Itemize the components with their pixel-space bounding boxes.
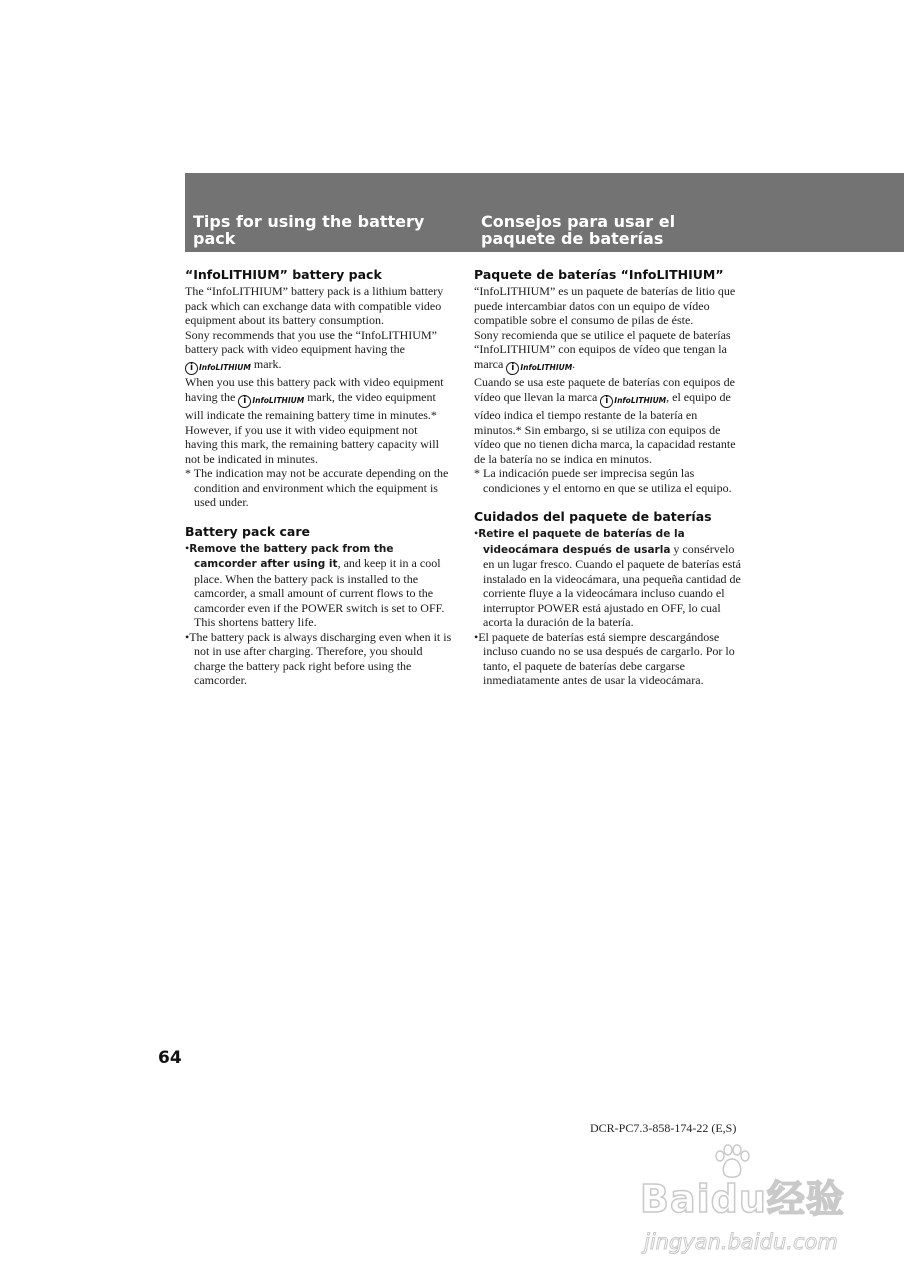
bullet-item-discharge-en: •The battery pack is always discharging even when it is not in use after charging. Therefore, you should charge the battery pack right before using the camcorder.	[185, 629, 452, 687]
section-heading-care-en: Battery pack care	[185, 523, 310, 539]
bullet-item-remove-en: •Remove the battery pack from the camcorder after using it, and keep it in a cool place. When the battery pack is installed to the camcorder, a small amount of current flows to the camcorder even if the POWER switch is set to OFF. This shortens battery life.	[185, 540, 445, 629]
watermark-logo: Baidu经验	[640, 1177, 845, 1221]
section-heading-infolithium-en: “InfoLITHIUM” battery pack	[185, 267, 382, 282]
page-title-en: Tips for using the battery pack	[193, 212, 425, 248]
bullet-item-remove-es: •Retire el paquete de baterías de la videocámara después de usarla y consérvelo en un lugar fresco. Cuando el paquete de baterías está instalado en la videocámara, una pequeña cantidad de corriente fluye a la videocámara incluso cuando el interruptor POWER está ajustado en OFF, lo cual acorta la duración de la batería.	[474, 526, 741, 629]
paragraph-intro-en: The “InfoLITHIUM” battery pack is a lithium battery pack which can exchange data with compatible video equipment about its battery consumption.	[185, 284, 444, 327]
footnote-es: * La indicación puede ser imprecisa según las condiciones y el entorno en que se utiliza el equipo.	[474, 466, 732, 495]
bullet-item-discharge-es: •El paquete de baterías está siempre descargándose incluso cuando no se usa después de cargarlo. Por lo tanto, el paquete de baterías debe cargarse inmediatamente antes de usar la videocámara.	[474, 629, 735, 687]
paragraph-intro-es: “InfoLITHIUM” es un paquete de baterías de litio que puede intercambiar datos con un equipo de vídeo compatible sobre el consumo de pilas de éste.	[474, 284, 736, 327]
paragraph-usage-es: Cuando se usa este paquete de baterías con equipos de vídeo que llevan la marca i InfoLITHIUM, el equipo de vídeo indica el tiempo restante de la batería en minutos.* Sin embargo, si se utiliza con equipos de vídeo que no tienen dicha marca, la capacidad restante de la batería no se indica en minutos.	[474, 375, 736, 466]
infolithium-mark-icon: i InfoLITHIUM	[185, 359, 251, 376]
baidu-watermark	[640, 1140, 870, 1265]
paragraph-recommend-en: Sony recommends that you use the “InfoLITHIUM” battery pack with video equipment having the i InfoLITHIUM mark.	[185, 328, 453, 376]
infolithium-mark-icon: i InfoLITHIUM	[238, 392, 304, 409]
section-heading-infolithium-es: Paquete de baterías “InfoLITHIUM”	[474, 267, 724, 282]
section-heading-care-es: Cuidados del paquete de baterías	[474, 509, 712, 524]
paragraph-recommend-es: Sony recomienda que se utilice el paquete de baterías “InfoLITHIUM” con equipos de vídeo que tengan la marca i InfoLITHIUM.	[474, 328, 742, 376]
infolithium-mark-icon: i InfoLITHIUM	[600, 392, 666, 409]
page-title-es: Consejos para usar el paquete de baterías	[481, 212, 676, 248]
paragraph-usage-en: When you use this battery pack with video equipment having the i InfoLITHIUM mark, the video equipment will indicate the remaining battery time in minutes.* However, if you use it with video equipment not having this mark, the remaining battery capacity will not be indicated in minutes.	[185, 375, 444, 466]
header-banner	[185, 173, 904, 252]
english-column	[185, 267, 453, 688]
spanish-column	[474, 267, 742, 688]
footnote-en: * The indication may not be accurate depending on the condition and environment which the equipment is used under.	[185, 466, 449, 509]
watermark-url: jingyan.baidu.com	[644, 1230, 838, 1254]
infolithium-mark-icon: i InfoLITHIUM	[506, 359, 572, 376]
page-number: 64	[158, 1048, 182, 1068]
model-code: DCR-PC7.3-858-174-22 (E,S)	[590, 1121, 737, 1135]
